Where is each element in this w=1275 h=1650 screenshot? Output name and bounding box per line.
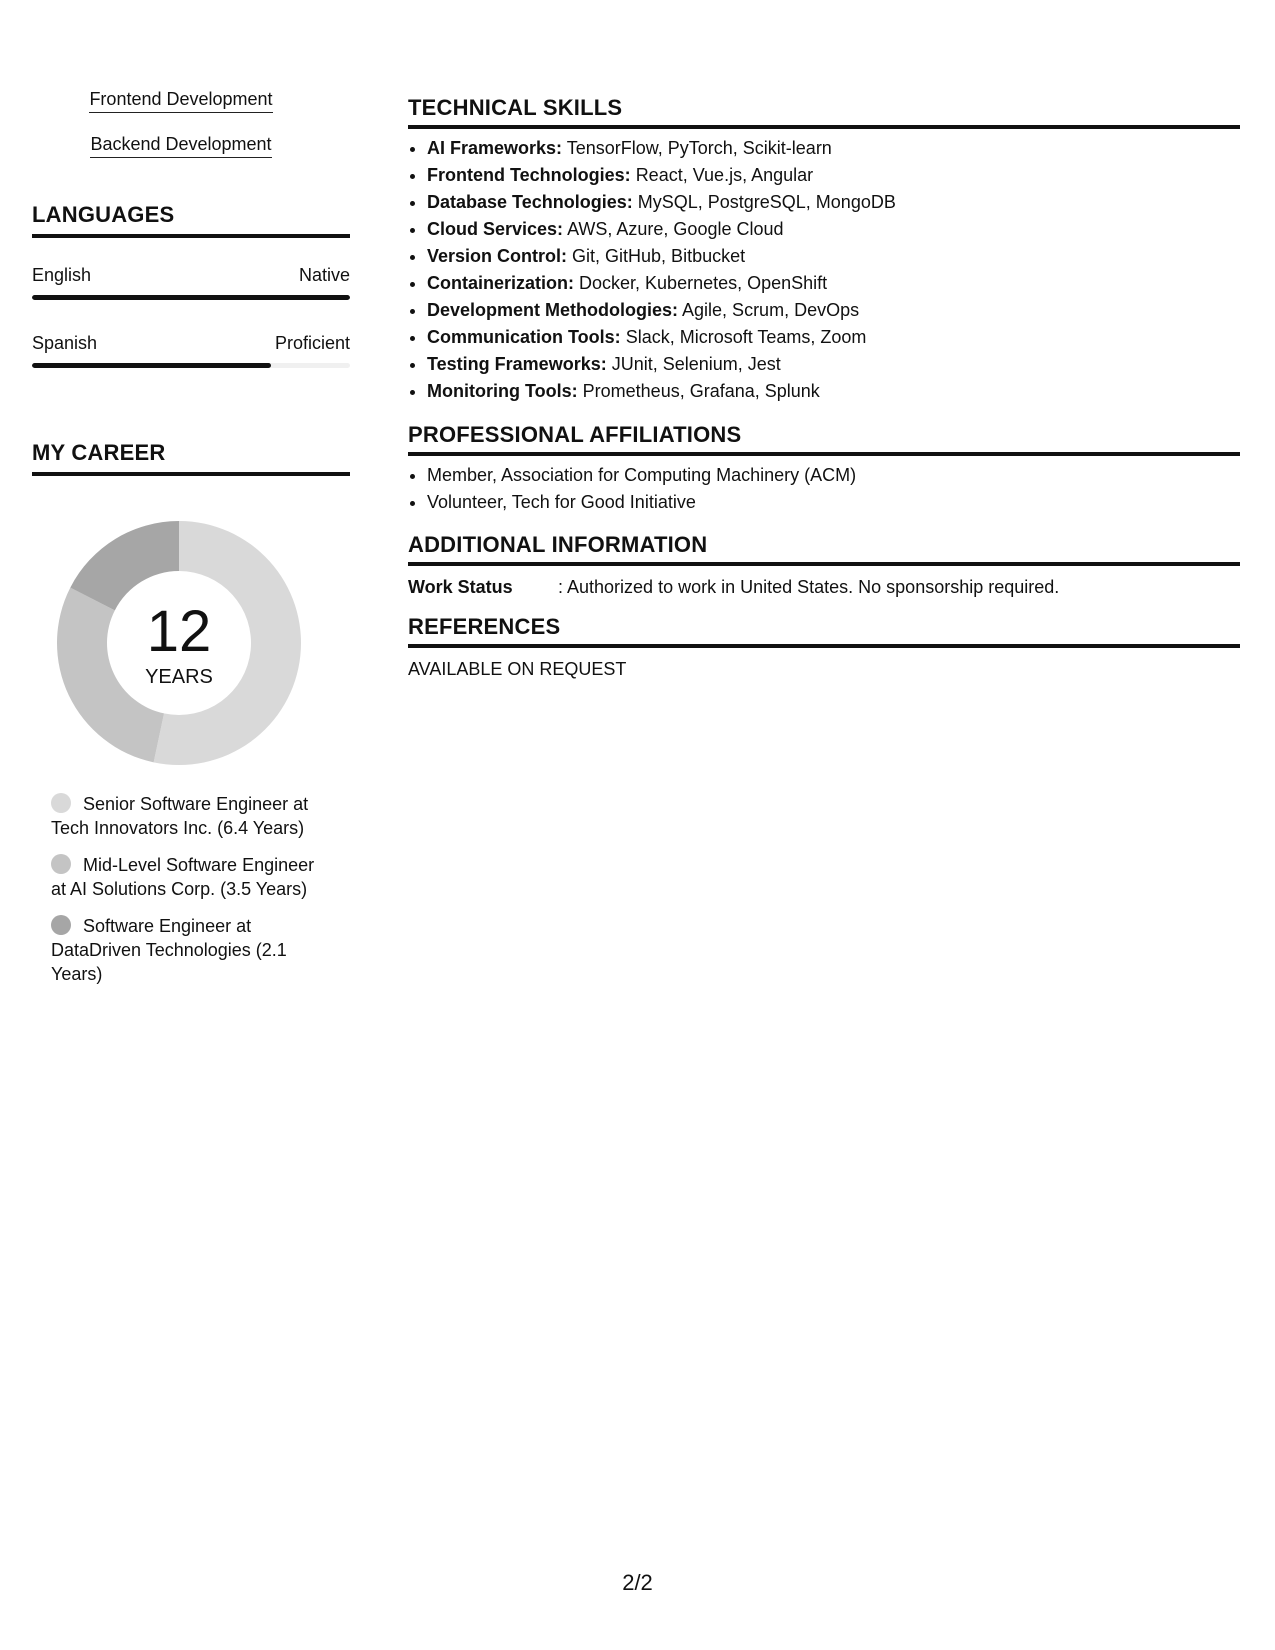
technical-skills-list bbox=[408, 135, 1237, 405]
additional-info-heading: ADDITIONAL INFORMATION bbox=[408, 532, 1240, 566]
references-text: AVAILABLE ON REQUEST bbox=[408, 659, 627, 679]
skill-label: Testing Frameworks: bbox=[427, 354, 607, 374]
skill-value: TensorFlow, PyTorch, Scikit-learn bbox=[566, 138, 832, 158]
career-legend-item bbox=[51, 792, 331, 840]
skill-label: Development Methodologies: bbox=[427, 300, 679, 320]
skill-item bbox=[427, 297, 1237, 324]
affiliations-list bbox=[408, 462, 1237, 516]
tag-backend-development: Backend Development bbox=[90, 133, 271, 158]
language-name: English bbox=[32, 265, 92, 285]
skill-label: Version Control: bbox=[427, 246, 568, 266]
page-number: 2/2 bbox=[622, 1570, 653, 1595]
languages-heading: LANGUAGES bbox=[32, 202, 350, 238]
skill-item bbox=[427, 270, 1237, 297]
skill-item bbox=[427, 378, 1237, 405]
affiliation-item: • Volunteer, Tech for Good Initiative bbox=[427, 489, 1237, 516]
work-status-row bbox=[408, 576, 1059, 598]
skill-value: Agile, Scrum, DevOps bbox=[682, 300, 860, 320]
career-legend-label: Mid-Level Software Engineer at AI Solutions Corp. (3.5 Years) bbox=[51, 855, 315, 899]
career-legend-item bbox=[51, 853, 331, 901]
skill-value: Prometheus, Grafana, Splunk bbox=[582, 381, 820, 401]
language-bar bbox=[32, 295, 350, 300]
technical-skills-heading: TECHNICAL SKILLS bbox=[408, 95, 1240, 129]
skill-value: AWS, Azure, Google Cloud bbox=[567, 219, 784, 239]
references-heading: REFERENCES bbox=[408, 614, 1240, 648]
skill-item bbox=[427, 324, 1237, 351]
skill-value: Docker, Kubernetes, OpenShift bbox=[579, 273, 828, 293]
work-status-label: Work Status bbox=[408, 577, 513, 597]
language-bar-fill bbox=[32, 363, 271, 368]
legend-dot-icon bbox=[51, 793, 71, 813]
skill-label: Containerization: bbox=[427, 273, 574, 293]
career-donut-chart bbox=[56, 520, 302, 766]
skill-item bbox=[427, 162, 1237, 189]
affiliations-heading: PROFESSIONAL AFFILIATIONS bbox=[408, 422, 1240, 456]
skill-value: JUnit, Selenium, Jest bbox=[611, 354, 781, 374]
skill-value: MySQL, PostgreSQL, MongoDB bbox=[637, 192, 896, 212]
career-legend-item bbox=[51, 914, 331, 986]
skill-label: Frontend Technologies: bbox=[427, 165, 631, 185]
legend-dot-icon bbox=[51, 854, 71, 874]
language-bar bbox=[32, 363, 350, 368]
skill-label: Cloud Services: bbox=[427, 219, 564, 239]
career-legend bbox=[51, 792, 331, 999]
skill-item bbox=[427, 135, 1237, 162]
skill-item bbox=[427, 216, 1237, 243]
language-english bbox=[32, 264, 350, 300]
career-legend-label: Software Engineer at DataDriven Technologies (2.1 Years) bbox=[51, 916, 287, 984]
tag-frontend-development: Frontend Development bbox=[89, 88, 272, 113]
skill-label: Monitoring Tools: bbox=[427, 381, 578, 401]
skill-label: Database Technologies: bbox=[427, 192, 633, 212]
affiliation-item: • Member, Association for Computing Machinery (ACM) bbox=[427, 462, 1237, 489]
career-heading: MY CAREER bbox=[32, 440, 350, 476]
work-status-value: : Authorized to work in United States. No sponsorship required. bbox=[558, 577, 1060, 597]
language-level: Proficient bbox=[274, 333, 350, 353]
skill-item bbox=[427, 351, 1237, 378]
skill-item bbox=[427, 189, 1237, 216]
language-level: Native bbox=[298, 265, 350, 285]
legend-dot-icon bbox=[51, 915, 71, 935]
skill-item bbox=[427, 243, 1237, 270]
skill-value: Git, GitHub, Bitbucket bbox=[572, 246, 746, 266]
language-name: Spanish bbox=[32, 333, 98, 353]
skill-label: Communication Tools: bbox=[427, 327, 621, 347]
skill-value: React, Vue.js, Angular bbox=[635, 165, 814, 185]
language-bar-fill bbox=[32, 295, 350, 300]
career-total bbox=[56, 520, 302, 766]
skill-label: AI Frameworks: bbox=[427, 138, 563, 158]
career-legend-label: Senior Software Engineer at Tech Innovators Inc. (6.4 Years) bbox=[51, 794, 309, 838]
career-total-number: 12 bbox=[146, 599, 212, 664]
skill-tags bbox=[32, 88, 350, 178]
career-total-unit: YEARS bbox=[145, 666, 213, 688]
language-spanish bbox=[32, 332, 350, 368]
skill-value: Slack, Microsoft Teams, Zoom bbox=[625, 327, 867, 347]
